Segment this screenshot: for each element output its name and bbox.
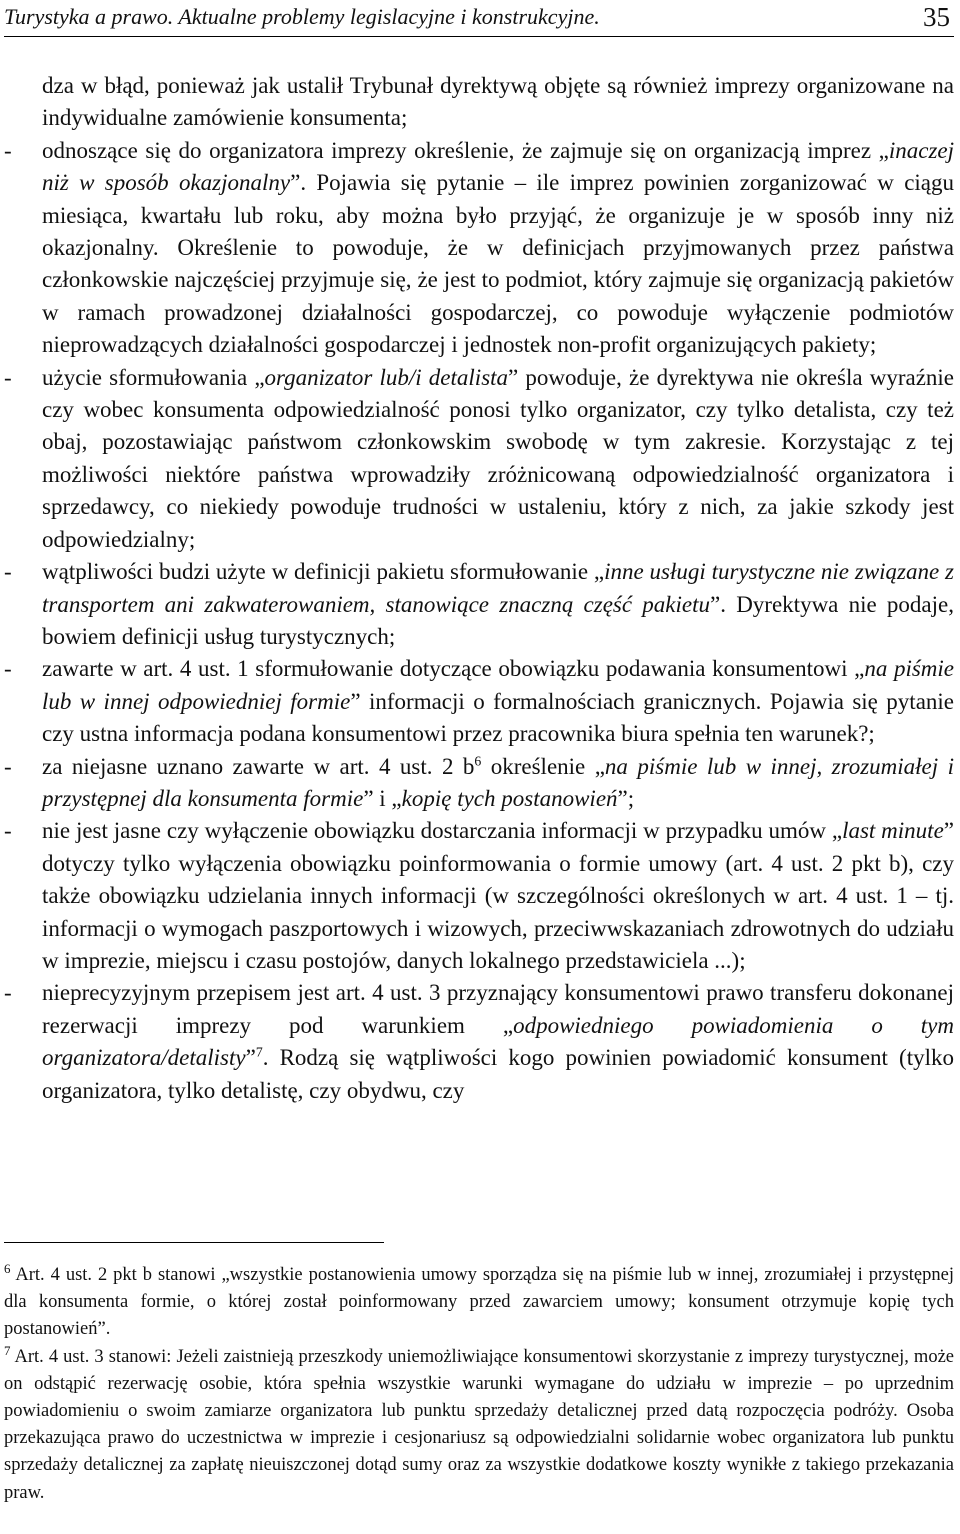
footnotes xyxy=(4,1262,954,1507)
page-number: 35 xyxy=(923,2,950,32)
list-item xyxy=(4,815,954,977)
item-quote: odpowiedniego powiadomienia o tym organizatora/detalisty xyxy=(42,1012,954,1071)
list-dash: - xyxy=(4,980,12,1006)
item-text: ” i „ xyxy=(363,785,402,811)
footnote-ref: 6 xyxy=(474,752,482,768)
item-text: odnoszące się do organizatora imprezy określenie, że zajmuje się on organizacją imprez „ xyxy=(42,137,889,163)
item-text: ” xyxy=(245,1045,256,1071)
item-quote: kopię tych postanowień xyxy=(401,785,618,811)
item-quote: inne usługi turystyczne nie związane z transportem ani zakwaterowaniem, stanowiące znaczną część pakietu xyxy=(42,559,954,617)
list-item xyxy=(4,362,954,556)
item-quote: na piśmie lub w innej odpowiedniej formie xyxy=(42,656,954,714)
item-text: ”. Dyrektywa nie podaje, bowiem definicji usług turystycznych; xyxy=(42,591,954,649)
footnote-number: 6 xyxy=(4,1260,11,1276)
list-dash: - xyxy=(4,753,12,779)
list-item xyxy=(4,135,954,362)
list-item xyxy=(4,653,954,750)
item-quote: inaczej niż w sposób okazjonalny xyxy=(42,137,954,196)
footnote-number: 7 xyxy=(4,1342,11,1358)
item-text: za niejasne uznano zawarte w art. 4 ust. 2 b xyxy=(42,753,475,779)
list-item xyxy=(4,977,954,1107)
list-dash: - xyxy=(4,559,12,585)
list-dash: - xyxy=(4,137,12,163)
continuation-paragraph: dza w błąd, ponieważ jak ustalił Trybunał dyrektywą objęte są również imprezy organizowane na indywidualne zamówienie konsumenta; xyxy=(42,73,954,131)
list-item xyxy=(4,556,954,653)
item-text: wątpliwości budzi użyte w definicji pakietu sformułowanie „ xyxy=(42,559,605,585)
body-text xyxy=(4,70,954,1107)
item-text: zawarte w art. 4 ust. 1 sformułowanie dotyczące obowiązku podawania konsumentowi „ xyxy=(42,656,865,682)
footnote-ref: 7 xyxy=(255,1044,263,1060)
item-text: ” powoduje, że dyrektywa nie określa wyraźnie czy wobec konsumenta odpowiedzialność ponosi tylko organizator, czy tylko detalista, czy też obaj, pozostawiając państwom członkowskim swobodę w tym zakresie. Korzystając z tej możliwości niektóre państwa wprowadziły zróżnicowaną odpowiedzialność organizatora i sprzedawcy, co niekiedy powoduje trudności w ustaleniu, który z nich, za jakie szkody jest odpowiedzialny; xyxy=(42,364,955,552)
footnote xyxy=(4,1344,954,1507)
item-text: nie jest jasne czy wyłączenie obowiązku dostarczania informacji w przypadku umów „ xyxy=(42,818,843,844)
list-item xyxy=(4,751,954,816)
footnote xyxy=(4,1262,954,1344)
item-text: nieprecyzyjnym przepisem jest art. 4 ust. 3 przyznający konsumentowi prawo transferu dokonanej rezerwacji imprezy pod warunkiem „ xyxy=(42,980,954,1038)
running-title: Turystyka a prawo. Aktualne problemy legislacyjne i konstrukcyjne. xyxy=(4,4,600,29)
item-text: ”. Pojawia się pytanie – ile imprez powinien zorganizować w ciągu miesiąca, kwartału lub roku, aby można było przyjąć, że organizuje je w sposób inny niż okazjonalny. Określenie to powoduje, że w definicjach przyjmowanych przez państwa członkowskie najczęściej przyjmuje się, że jest to podmiot, który zajmuje się organizacją pakietów w ramach prowadzonej działalności gospodarczej, co powoduje wyłączenie podmiotów nieprowadzących działalności gospodarczej i jednostek non-profit organizujących pakiety; xyxy=(42,170,955,358)
list-dash: - xyxy=(4,364,12,390)
item-quote: last minute xyxy=(842,818,944,844)
item-text: określenie „ xyxy=(481,753,605,779)
item-quote: na piśmie lub w innej, zrozumiałej i przystępnej dla konsumenta formie xyxy=(42,753,954,811)
item-text: ”; xyxy=(617,785,635,811)
list-dash: - xyxy=(4,818,12,844)
footnote-separator xyxy=(4,1242,384,1243)
item-text: . Rodzą się wątpliwości kogo powinien powiadomić konsument (tylko organizatora, tylko detalistę, czy obydwu, czy xyxy=(42,1045,954,1103)
footnote-text: Art. 4 ust. 2 pkt b stanowi „wszystkie postanowienia umowy sporządza się na piśmie lub w innej, zrozumiałej i przystępnej dla konsumenta formie, o której został poinformowany przed zawarciem umowy; konsument otrzymuje kopię tych postanowień”. xyxy=(4,1265,954,1340)
list-dash: - xyxy=(4,656,12,682)
item-text: ” informacji o formalnościach granicznych. Pojawia się pytanie czy ustna informacja podana konsumentowi przez pracownika biura spełnia ten warunek?; xyxy=(42,688,954,747)
item-text: ” dotyczy tylko wyłączenia obowiązku poinformowania o formie umowy (art. 4 ust. 2 pkt b), czy także obowiązku udzielania innych informacji (w szczególności określonych w art. 4 ust. 1 – tj. informacji o wymogach paszportowych i wizowych, przeciwwskazaniach zdrowotnych do udziału w imprezie, miejscu i czasu postojów, danych lokalnego przedstawiciela ...); xyxy=(42,818,954,973)
running-header xyxy=(4,2,954,37)
item-quote: organizator lub/i detalista xyxy=(264,364,509,390)
item-text: użycie sformułowania „ xyxy=(42,364,265,390)
footnote-text: Art. 4 ust. 3 stanowi: Jeżeli zaistnieją przeszkody uniemożliwiające konsumentowi skorzystanie z imprezy turystycznej, może on odstąpić rezerwację osobie, która spełnia wszystkie warunki wymagane do udziału w imprezie – po uprzednim powiadomieniu o swoim zamiarze organizatora lub punktu sprzedaży detalicznej przed datą rozpoczęcia podróży. Osoba przekazująca prawo do uczestnictwa w imprezie i cesjonariusz są odpowiedzialni solidarnie wobec organizatora lub punktu sprzedaży detalicznej za zapłatę nieuiszczonej dotąd sumy oraz za wszystkie dodatkowe koszty wynikłe z takiego przekazania praw. xyxy=(4,1346,954,1503)
